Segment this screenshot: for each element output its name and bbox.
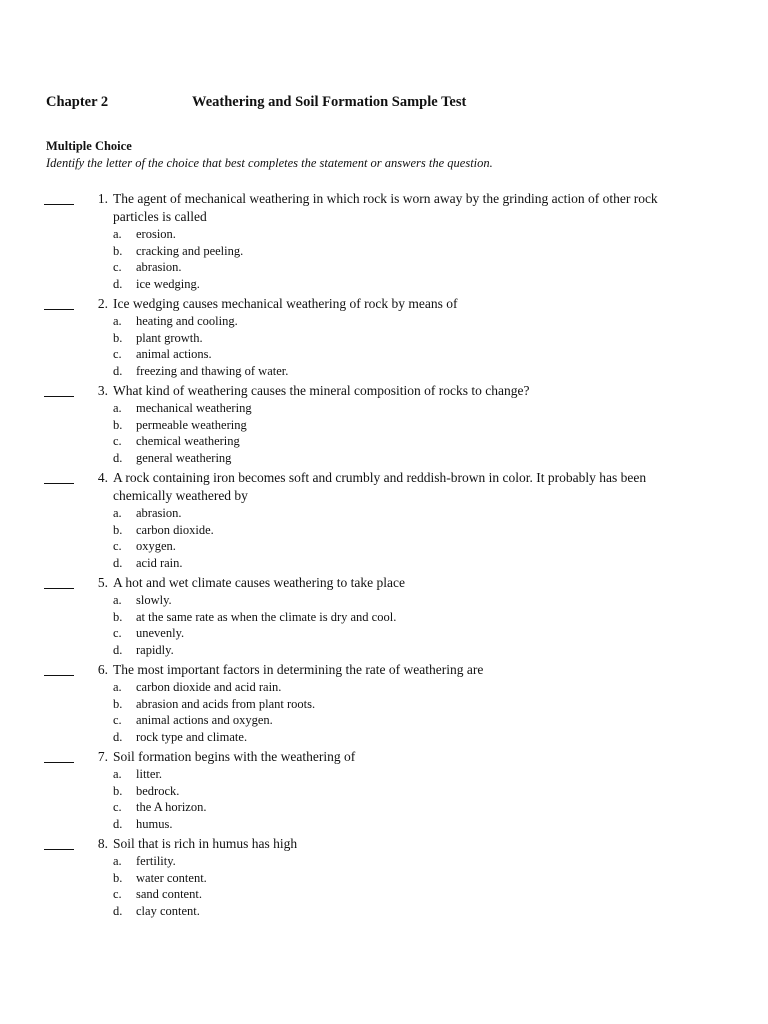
question-stem: The agent of mechanical weathering in which rock is worn away by the grinding action of other rock particles is called [113, 191, 658, 224]
choice-letter: b. [113, 783, 123, 798]
choice-text: ice wedging. [136, 276, 200, 291]
choice-text: animal actions. [136, 347, 212, 361]
question-stem: The most important factors in determining the rate of weathering are [113, 662, 484, 677]
choice-text: water content. [136, 870, 207, 885]
answer-choice [113, 853, 768, 870]
choice-letter: c. [113, 887, 122, 901]
answer-choice [113, 679, 768, 696]
choice-letter: a. [113, 767, 122, 781]
answer-choice [113, 330, 768, 347]
choice-text: sand content. [136, 887, 202, 901]
answer-choice [113, 696, 768, 713]
answer-choice [113, 522, 768, 539]
choice-letter: c. [113, 539, 122, 553]
choice-letter: c. [113, 347, 122, 361]
page-title: Weathering and Soil Formation Sample Test [192, 94, 467, 110]
choice-text: abrasion and acids from plant roots. [136, 696, 316, 711]
answer-choice [113, 592, 768, 609]
choice-text: carbon dioxide and acid rain. [136, 680, 282, 694]
choice-list [113, 226, 768, 292]
choice-text: acid rain. [136, 555, 183, 570]
answer-blank [44, 748, 74, 763]
choice-text: clay content. [136, 903, 200, 918]
question-stem: Soil that is rich in humus has high [113, 836, 298, 851]
question-stem: A hot and wet climate causes weathering to take place [113, 575, 406, 590]
answer-blank [44, 382, 74, 397]
section-heading: Multiple Choice [46, 139, 132, 153]
choice-text: rapidly. [136, 642, 174, 657]
choice-list [113, 679, 768, 745]
choice-letter: a. [113, 506, 122, 520]
choice-letter: a. [113, 401, 122, 415]
answer-choice [113, 276, 768, 293]
chapter-label: Chapter 2 [46, 94, 109, 110]
choice-letter: b. [113, 696, 123, 711]
choice-text: slowly. [136, 593, 172, 607]
question-list [0, 190, 768, 922]
question-item [0, 382, 768, 466]
choice-list [113, 505, 768, 571]
choice-letter: b. [113, 243, 123, 258]
answer-blank [44, 295, 74, 310]
choice-list [113, 313, 768, 379]
choice-letter: d. [113, 816, 123, 831]
question-number: 4. [97, 470, 108, 485]
answer-choice [113, 712, 768, 729]
answer-choice [113, 226, 768, 243]
answer-choice [113, 363, 768, 380]
question-item [0, 295, 768, 379]
answer-choice [113, 346, 768, 363]
question-item [0, 574, 768, 658]
answer-blank [44, 835, 74, 850]
answer-choice [113, 450, 768, 467]
answer-choice [113, 505, 768, 522]
choice-text: litter. [136, 767, 163, 781]
answer-choice [113, 870, 768, 887]
choice-letter: d. [113, 363, 123, 378]
answer-choice [113, 783, 768, 800]
choice-text: cracking and peeling. [136, 243, 244, 258]
choice-text: bedrock. [136, 783, 180, 798]
answer-choice [113, 816, 768, 833]
answer-blank [44, 469, 74, 484]
answer-choice [113, 538, 768, 555]
choice-list [113, 853, 768, 919]
answer-choice [113, 243, 768, 260]
choice-letter: d. [113, 729, 123, 744]
question-number: 1. [97, 191, 108, 206]
section-instructions: Identify the letter of the choice that best completes the statement or answers the question. [46, 156, 493, 170]
question-stem: A rock containing iron becomes soft and crumbly and reddish-brown in color. It probably has been chemically weathered by [113, 470, 647, 503]
answer-choice [113, 766, 768, 783]
choice-text: abrasion. [136, 506, 182, 520]
question-stem: Soil formation begins with the weathering of [113, 749, 356, 764]
choice-letter: a. [113, 680, 122, 694]
choice-letter: a. [113, 227, 122, 241]
question-item [0, 190, 768, 292]
choice-text: plant growth. [136, 330, 203, 345]
answer-choice [113, 609, 768, 626]
choice-letter: d. [113, 276, 123, 291]
choice-letter: a. [113, 593, 122, 607]
choice-letter: a. [113, 314, 122, 328]
answer-choice [113, 642, 768, 659]
choice-text: at the same rate as when the climate is dry and cool. [136, 609, 397, 624]
choice-text: humus. [136, 816, 173, 831]
answer-choice [113, 799, 768, 816]
choice-letter: b. [113, 522, 123, 537]
choice-text: mechanical weathering [136, 401, 252, 415]
choice-text: unevenly. [136, 626, 185, 640]
answer-choice [113, 259, 768, 276]
choice-text: oxygen. [136, 539, 176, 553]
question-number: 6. [97, 662, 108, 677]
choice-letter: d. [113, 642, 123, 657]
choice-text: animal actions and oxygen. [136, 713, 273, 727]
choice-text: chemical weathering [136, 434, 240, 448]
question-number: 5. [97, 575, 108, 590]
choice-text: carbon dioxide. [136, 522, 214, 537]
answer-choice [113, 313, 768, 330]
choice-letter: b. [113, 417, 123, 432]
choice-text: heating and cooling. [136, 314, 238, 328]
choice-list [113, 766, 768, 832]
question-number: 3. [97, 383, 108, 398]
choice-text: abrasion. [136, 260, 182, 274]
answer-choice [113, 400, 768, 417]
page-header [46, 94, 726, 114]
choice-letter: d. [113, 903, 123, 918]
choice-text: fertility. [136, 854, 176, 868]
question-stem: What kind of weathering causes the mineral composition of rocks to change? [113, 383, 530, 398]
answer-choice [113, 886, 768, 903]
answer-blank [44, 661, 74, 676]
answer-choice [113, 417, 768, 434]
choice-letter: b. [113, 609, 123, 624]
answer-blank [44, 574, 74, 589]
question-item [0, 661, 768, 745]
choice-letter: c. [113, 260, 122, 274]
choice-letter: c. [113, 713, 122, 727]
choice-letter: b. [113, 330, 123, 345]
choice-text: rock type and climate. [136, 729, 248, 744]
question-item [0, 469, 768, 571]
choice-text: permeable weathering [136, 417, 247, 432]
choice-list [113, 400, 768, 466]
choice-letter: c. [113, 626, 122, 640]
choice-text: the A horizon. [136, 800, 207, 814]
question-item [0, 835, 768, 919]
answer-choice [113, 729, 768, 746]
choice-text: erosion. [136, 227, 176, 241]
choice-letter: c. [113, 800, 122, 814]
choice-letter: d. [113, 450, 123, 465]
choice-letter: c. [113, 434, 122, 448]
question-stem: Ice wedging causes mechanical weathering of rock by means of [113, 296, 458, 311]
choice-text: general weathering [136, 450, 232, 465]
answer-choice [113, 433, 768, 450]
question-number: 8. [97, 836, 108, 851]
choice-text: freezing and thawing of water. [136, 363, 289, 378]
answer-choice [113, 903, 768, 920]
answer-choice [113, 625, 768, 642]
choice-letter: d. [113, 555, 123, 570]
choice-letter: b. [113, 870, 123, 885]
answer-choice [113, 555, 768, 572]
question-item [0, 748, 768, 832]
answer-blank [44, 190, 74, 205]
choice-letter: a. [113, 854, 122, 868]
question-number: 7. [97, 749, 108, 764]
choice-list [113, 592, 768, 658]
question-number: 2. [97, 296, 108, 311]
